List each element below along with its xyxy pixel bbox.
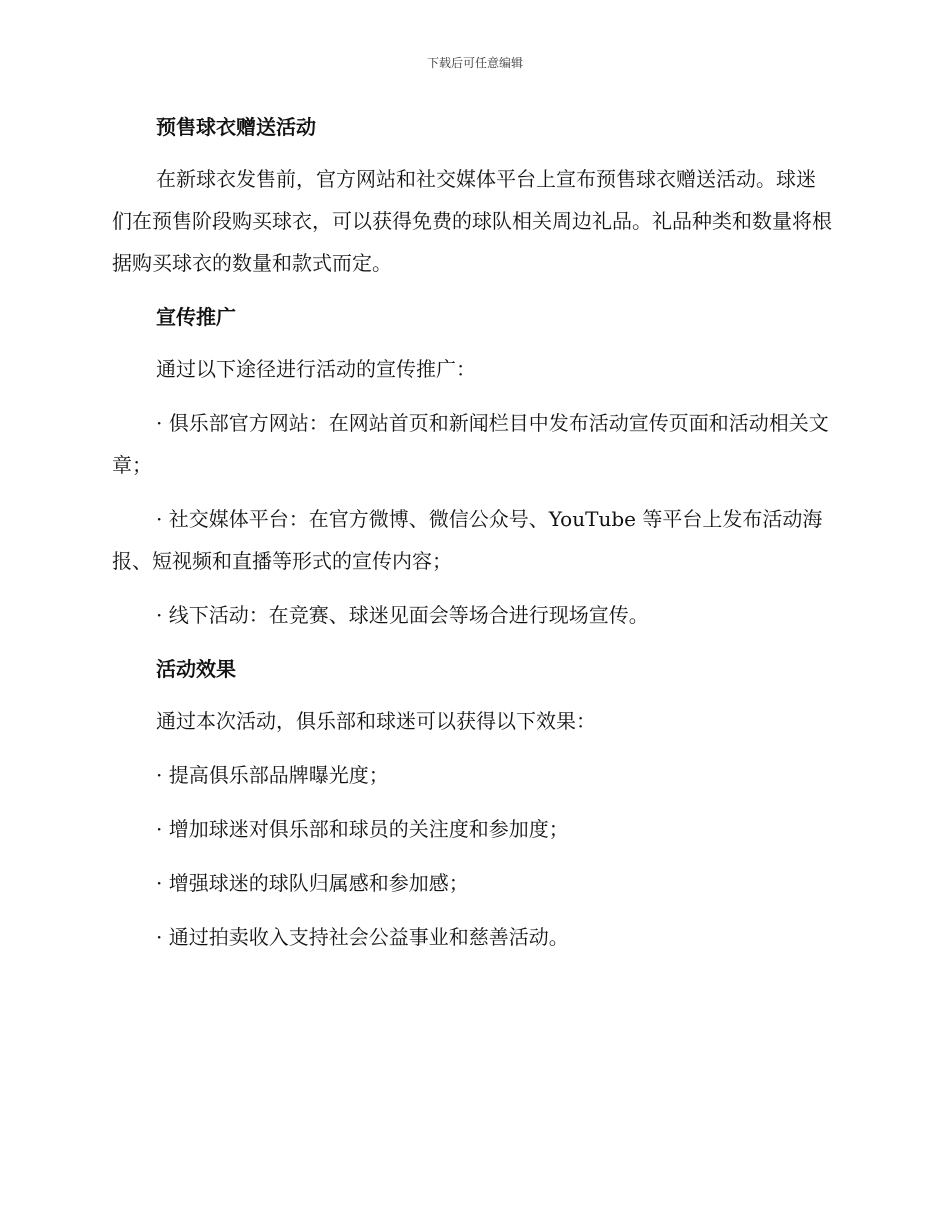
- section-title-effects: 活动效果: [156, 657, 236, 681]
- section-title-promotion: 宣传推广: [156, 305, 236, 329]
- document-content: [112, 108, 832, 958]
- promotion-intro: 通过以下途径进行活动的宣传推广：: [156, 357, 476, 381]
- effects-intro: 通过本次活动，俱乐部和球迷可以获得以下效果：: [156, 709, 596, 733]
- effects-item-brand: · 提高俱乐部品牌曝光度；: [156, 763, 389, 787]
- effects-item-belonging: · 增强球迷的球队归属感和参加感；: [156, 871, 469, 895]
- effects-item-charity: · 通过拍卖收入支持社会公益事业和慈善活动。: [156, 925, 569, 949]
- promotion-item-social: · 社交媒体平台：在官方微博、微信公众号、YouTube 等平台上发布活动海报、短视频和直播等形式的宣传内容；: [112, 507, 823, 573]
- header-note: 下载后可任意编辑: [426, 56, 523, 70]
- effects-item-attention: · 增加球迷对俱乐部和球员的关注度和参加度；: [156, 817, 569, 841]
- section-title-presale: 预售球衣赠送活动: [156, 115, 316, 139]
- promotion-item-offline: · 线下活动：在竞赛、球迷见面会等场合进行现场宣传。: [156, 603, 649, 627]
- promotion-item-website: · 俱乐部官方网站：在网站首页和新闻栏目中发布活动宣传页面和活动相关文章；: [112, 411, 829, 477]
- presale-body: 在新球衣发售前，官方网站和社交媒体平台上宣布预售球衣赠送活动。球迷们在预售阶段购买球衣，可以获得免费的球队相关周边礼品。礼品种类和数量将根据购买球衣的数量和款式而定。: [112, 167, 832, 275]
